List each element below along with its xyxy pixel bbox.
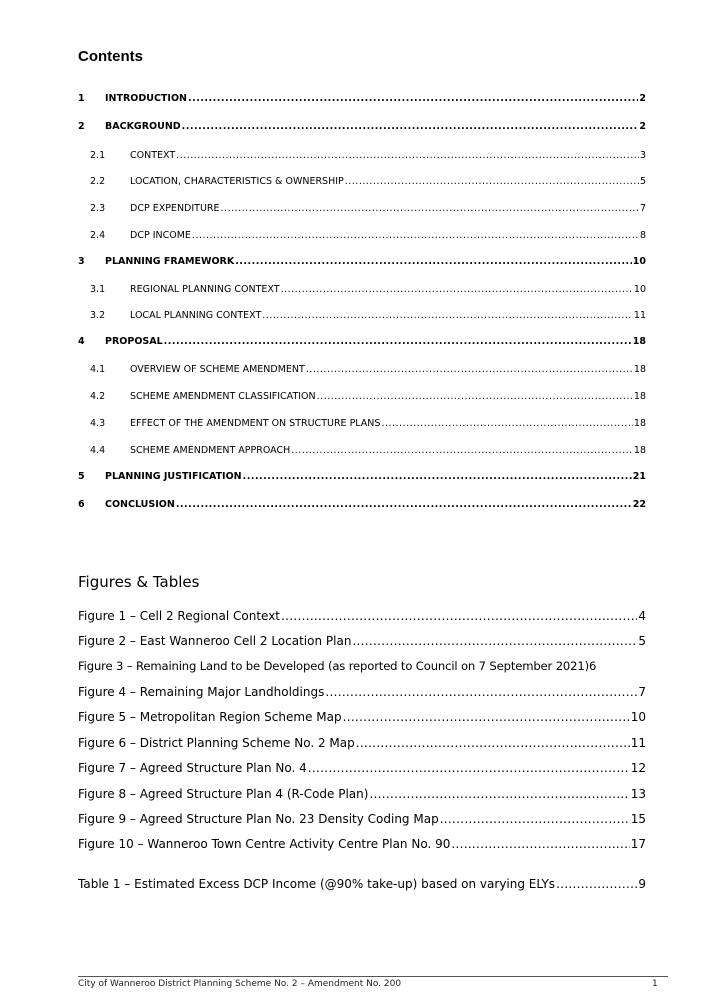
figure-page: 12 xyxy=(630,761,646,775)
toc-page: 18 xyxy=(632,336,646,347)
dot-leader xyxy=(235,254,632,270)
footer-page-number: 1 xyxy=(652,979,658,989)
toc-number: 4.3 xyxy=(90,418,106,429)
toc-entry[interactable] xyxy=(90,308,646,324)
toc-number: 4.2 xyxy=(90,391,106,402)
toc-number: 6 xyxy=(78,499,85,510)
toc-page: 7 xyxy=(639,203,646,214)
toc-number: 2.2 xyxy=(90,176,106,187)
toc-number: 4.1 xyxy=(90,364,106,375)
figure-entry[interactable] xyxy=(78,657,646,675)
figure-entry[interactable] xyxy=(78,607,646,625)
toc-entry[interactable] xyxy=(78,497,646,513)
toc-label: SCHEME AMENDMENT CLASSIFICATION xyxy=(130,391,316,402)
dot-leader xyxy=(369,785,629,803)
dot-leader xyxy=(221,201,639,217)
dot-leader xyxy=(281,282,633,298)
toc-page: 22 xyxy=(632,499,646,510)
toc-entry[interactable] xyxy=(90,282,646,298)
dot-leader xyxy=(243,469,632,485)
toc-label: DCP EXPENDITURE xyxy=(130,203,220,214)
figure-page: 4 xyxy=(638,609,646,623)
toc-page: 2 xyxy=(639,121,646,132)
figure-label: Figure 4 – Remaining Major Landholdings xyxy=(78,685,325,699)
dot-leader xyxy=(325,683,637,701)
toc-page: 10 xyxy=(633,284,646,295)
toc-entry[interactable] xyxy=(90,174,646,190)
toc-page: 11 xyxy=(633,310,646,321)
figure-label: Figure 2 – East Wanneroo Cell 2 Location Plan xyxy=(78,634,352,648)
figure-label: Figure 10 – Wanneroo Town Centre Activity Centre Plan No. 90 xyxy=(78,837,451,851)
figure-page: 13 xyxy=(630,787,646,801)
figure-entry[interactable] xyxy=(78,810,646,828)
toc-label: CONTEXT xyxy=(130,150,176,161)
toc-label: LOCAL PLANNING CONTEXT xyxy=(130,310,262,321)
toc-entry[interactable] xyxy=(78,119,646,135)
dot-leader xyxy=(308,759,630,777)
figure-entry[interactable] xyxy=(78,785,646,803)
toc-label: PLANNING JUSTIFICATION xyxy=(105,471,242,482)
contents-heading: Contents xyxy=(78,48,143,65)
toc-entry[interactable] xyxy=(90,201,646,217)
toc-page: 18 xyxy=(633,445,646,456)
toc-label: CONCLUSION xyxy=(105,499,175,510)
figure-label: Figure 8 – Agreed Structure Plan 4 (R-Code Plan) xyxy=(78,787,369,801)
figure-entry[interactable] xyxy=(78,683,646,701)
dot-leader xyxy=(192,228,639,244)
toc-label: INTRODUCTION xyxy=(105,93,187,104)
toc-entry[interactable] xyxy=(90,148,646,164)
toc-label: REGIONAL PLANNING CONTEXT xyxy=(130,284,280,295)
toc-page: 8 xyxy=(639,230,646,241)
figure-label: Figure 6 – District Planning Scheme No. 2 Map xyxy=(78,736,355,750)
table-page: 9 xyxy=(638,877,646,891)
figure-page: 10 xyxy=(630,710,646,724)
figure-entry[interactable] xyxy=(78,835,646,853)
figure-page: 15 xyxy=(630,812,646,826)
dot-leader xyxy=(345,174,639,190)
toc-page: 10 xyxy=(632,256,646,267)
figures-tables-heading: Figures & Tables xyxy=(78,573,200,591)
toc-number: 2.3 xyxy=(90,203,106,214)
figure-page: 5 xyxy=(638,634,646,648)
figure-entry[interactable] xyxy=(78,632,646,650)
toc-page: 18 xyxy=(633,418,646,429)
toc-entry[interactable] xyxy=(90,228,646,244)
figure-page: 17 xyxy=(630,837,646,851)
figure-page: 7 xyxy=(638,685,646,699)
dot-leader xyxy=(188,91,638,107)
toc-entry[interactable] xyxy=(78,254,646,270)
toc-page: 21 xyxy=(632,471,646,482)
toc-entry[interactable] xyxy=(90,416,646,432)
toc-page: 18 xyxy=(633,391,646,402)
figure-label: Figure 9 – Agreed Structure Plan No. 23 Density Coding Map xyxy=(78,812,439,826)
toc-number: 3.1 xyxy=(90,284,106,295)
dot-leader xyxy=(343,708,630,726)
toc-entry[interactable] xyxy=(90,362,646,378)
dot-leader xyxy=(352,632,637,650)
dot-leader xyxy=(356,734,630,752)
figure-page: 6 xyxy=(588,659,597,673)
figure-label: Figure 1 – Cell 2 Regional Context xyxy=(78,609,281,623)
figure-label: Figure 3 – Remaining Land to be Developed (as reported to Council on 7 September 2021) xyxy=(78,659,589,673)
toc-label: PROPOSAL xyxy=(105,336,163,347)
toc-number: 2.1 xyxy=(90,150,106,161)
figure-entry[interactable] xyxy=(78,708,646,726)
toc-number: 5 xyxy=(78,471,85,482)
dot-leader xyxy=(451,835,629,853)
toc-label: PLANNING FRAMEWORK xyxy=(105,256,235,267)
toc-label: EFFECT OF THE AMENDMENT ON STRUCTURE PLANS xyxy=(130,418,381,429)
toc-label: DCP INCOME xyxy=(130,230,191,241)
dot-leader xyxy=(182,119,639,135)
toc-entry[interactable] xyxy=(78,91,646,107)
toc-number: 2 xyxy=(78,121,85,132)
toc-number: 4.4 xyxy=(90,445,106,456)
toc-number: 3.2 xyxy=(90,310,106,321)
dot-leader xyxy=(176,148,639,164)
dot-leader xyxy=(262,308,633,324)
toc-page: 3 xyxy=(639,150,646,161)
toc-number: 1 xyxy=(78,93,85,104)
dot-leader xyxy=(317,389,633,405)
toc-label: SCHEME AMENDMENT APPROACH xyxy=(130,445,291,456)
toc-number: 4 xyxy=(78,336,85,347)
dot-leader xyxy=(281,607,637,625)
footer-text: City of Wanneroo District Planning Scheme No. 2 – Amendment No. 200 xyxy=(78,979,402,989)
table-entry[interactable] xyxy=(78,875,646,893)
toc-entry[interactable] xyxy=(90,389,646,405)
figure-page: 11 xyxy=(630,736,646,750)
toc-entry[interactable] xyxy=(78,334,646,350)
toc-label: LOCATION, CHARACTERISTICS & OWNERSHIP xyxy=(130,176,344,187)
figure-label: Figure 5 – Metropolitan Region Scheme Map xyxy=(78,710,342,724)
toc-page: 5 xyxy=(639,176,646,187)
dot-leader xyxy=(176,497,632,513)
toc-page: 18 xyxy=(633,364,646,375)
dot-leader xyxy=(306,362,633,378)
toc-number: 2.4 xyxy=(90,230,106,241)
dot-leader xyxy=(291,443,633,459)
figure-entry[interactable] xyxy=(78,734,646,752)
figure-label: Figure 7 – Agreed Structure Plan No. 4 xyxy=(78,761,307,775)
footer-divider xyxy=(78,976,668,977)
dot-leader xyxy=(556,875,637,893)
toc-label: BACKGROUND xyxy=(105,121,181,132)
toc-label: OVERVIEW OF SCHEME AMENDMENT xyxy=(130,364,305,375)
dot-leader xyxy=(164,334,632,350)
dot-leader xyxy=(381,416,632,432)
figure-entry[interactable] xyxy=(78,759,646,777)
toc-page: 2 xyxy=(639,93,646,104)
dot-leader xyxy=(440,810,630,828)
toc-entry[interactable] xyxy=(78,469,646,485)
toc-entry[interactable] xyxy=(90,443,646,459)
table-label: Table 1 – Estimated Excess DCP Income (@90% take-up) based on varying ELYs xyxy=(78,877,556,891)
toc-number: 3 xyxy=(78,256,85,267)
